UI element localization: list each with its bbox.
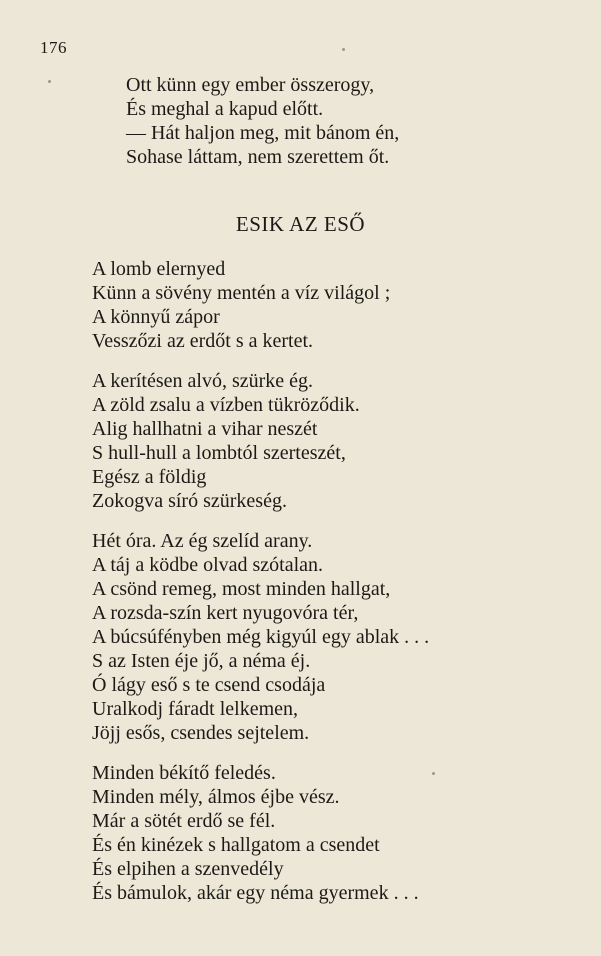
page-number: 176: [40, 38, 67, 57]
poem-line: Vesszőzi az erdőt s a kertet.: [92, 330, 314, 352]
poem-line: És meghal a kapud előtt.: [126, 98, 324, 120]
poem-line: A lomb elernyed: [92, 258, 226, 280]
print-speck: [48, 80, 51, 83]
poem-line: S az Isten éje jő, a néma éj.: [92, 650, 311, 672]
poem-line: És én kinézek s hallgatom a csendet: [92, 834, 380, 856]
poem-title: ESIK AZ ESŐ: [235, 212, 366, 236]
poem-line: És elpihen a szenvedély: [92, 858, 284, 880]
print-speck: [432, 772, 435, 775]
poem-line: A táj a ködbe olvad szótalan.: [92, 554, 324, 576]
poem-line: Ó lágy eső s te csend csodája: [92, 674, 326, 696]
poem-line: Ott künn egy ember összerogy,: [126, 74, 375, 96]
poem-line: Minden békítő feledés.: [92, 762, 276, 784]
poem-line: A könnyű zápor: [92, 306, 220, 328]
poem-line: — Hát haljon meg, mit bánom én,: [126, 122, 400, 144]
poem-line: S hull-hull a lombtól szerteszét,: [92, 442, 346, 464]
poem-line: Hét óra. Az ég szelíd arany.: [92, 530, 313, 552]
poem-line: Alig hallhatni a vihar neszét: [92, 418, 318, 440]
poem-line: Minden mély, álmos éjbe vész.: [92, 786, 340, 808]
poem-line: Már a sötét erdő se fél.: [92, 810, 276, 832]
poem-line: És bámulok, akár egy néma gyermek . . .: [92, 882, 419, 904]
poem-line: A zöld zsalu a vízben tükröződik.: [92, 394, 360, 416]
poem-line: Zokogva síró szürkeség.: [92, 490, 287, 512]
poem-line: Künn a sövény mentén a víz világol ;: [92, 282, 391, 304]
poem-line: A csönd remeg, most minden hallgat,: [92, 578, 391, 600]
print-speck: [342, 48, 345, 51]
poem-line: A rozsda-szín kert nyugovóra tér,: [92, 602, 359, 624]
poem-line: Sohase láttam, nem szerettem őt.: [126, 146, 390, 168]
poem-line: Uralkodj fáradt lelkemen,: [92, 698, 299, 720]
poem-line: Jöjj esős, csendes sejtelem.: [92, 722, 310, 744]
poem-line: A kerítésen alvó, szürke ég.: [92, 370, 314, 392]
poem-line: Egész a földig: [92, 466, 207, 488]
poem-line: A búcsúfényben még kigyúl egy ablak . . .: [92, 626, 430, 648]
